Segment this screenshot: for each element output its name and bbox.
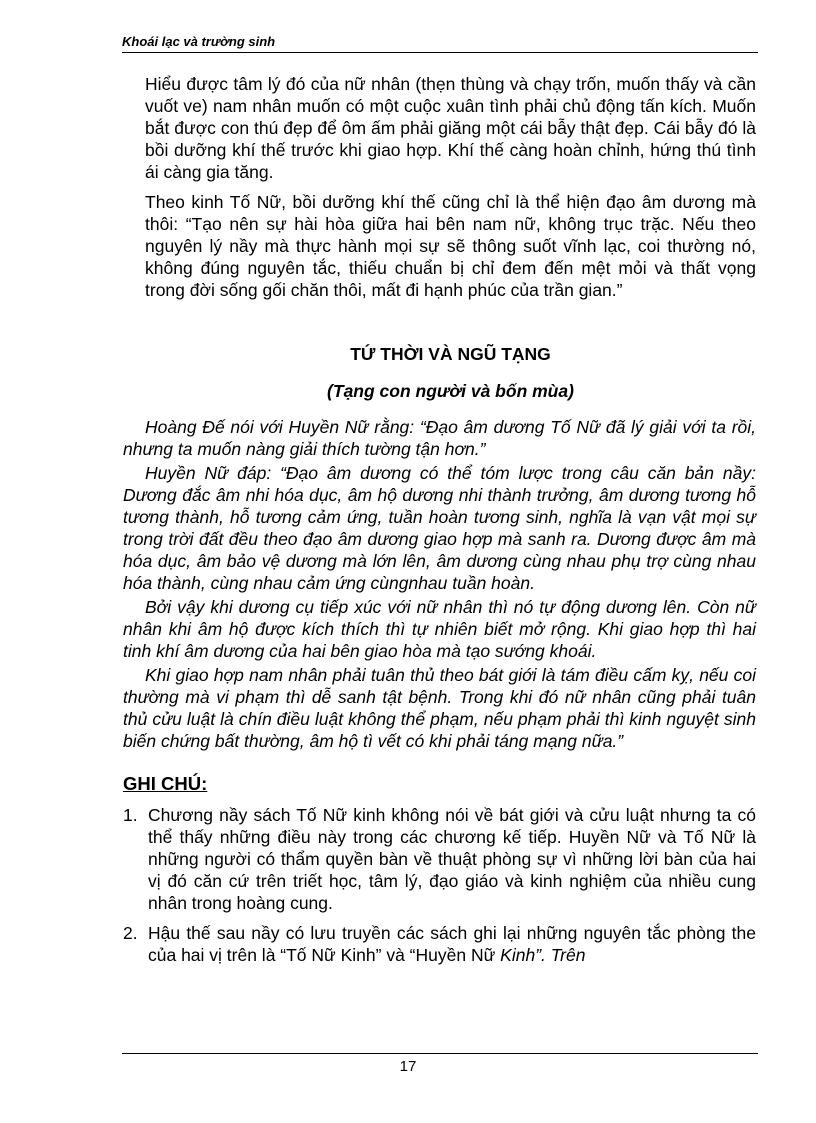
note-number: 2.: [123, 923, 138, 943]
note-text-italic: Kinh”. Trên: [500, 945, 586, 965]
note-text-regular: Hậu thế sau nầy có lưu truyền các sách ghi lại những nguyên tắc phòng the của hai vị trên là “Tố Nữ Kinh” và “Huyền Nữ: [148, 923, 756, 965]
page-body: [123, 73, 756, 974]
note-item: [123, 804, 756, 914]
intro-paragraph-2: Theo kinh Tố Nữ, bồi dưỡng khí thế cũng chỉ là thể hiện đạo âm dương mà thôi: “Tạo nên sự hài hòa giữa hai bên nam nữ, không trục trặc. Nếu theo nguyên lý nầy mà thực hành mọi sự sẽ thông suốt vĩnh lạc, coi thường nó, không đúng nguyên tắc, thiếu chuẩn bị chỉ đem đến mệt mỏi và thất vọng trong đời sống gối chăn thôi, mất đi hạnh phúc của trần gian.”: [145, 192, 756, 300]
notes-heading: GHI CHÚ:: [123, 773, 208, 794]
page-number: 17: [399, 1058, 417, 1075]
note-text: Chương nầy sách Tố Nữ kinh không nói về bát giới và cửu luật nhưng ta có thể thấy những điều này trong các chương kế tiếp. Huyền Nữ và Tố Nữ là những người có thẩm quyền bàn về thuật phòng sự vì những lời bàn của hai vị đó căn cứ trên triết học, tâm lý, đạo giáo và kinh nghiệm của nhiều cung nhân trong hoàng cung.: [148, 805, 756, 913]
section-title: TỨ THỜI VÀ NGŨ TẠNG: [350, 344, 551, 364]
footer-divider: [122, 1053, 758, 1054]
notes-list: [123, 804, 756, 966]
dialogue-paragraph-2: Huyền Nữ đáp: “Đạo âm dương có thể tóm lược trong câu căn bản nầy: Dương đắc âm nhi hóa dục, âm hộ dương nhi thành trưởng, âm dương tương hỗ tương thành, hỗ tương cảm ứng, tuần hoàn tương sinh, nghĩa là vạn vật mọi sự trong trời đất đều theo đạo âm dương giao hợp mà sanh ra. Dương được âm mà hóa dục, âm bảo vệ dương mà lớn lên, âm dương cùng nhau phụ trợ cùng nhau hóa thành, cùng nhau cảm ứng cùngnhau tuần hoàn.: [123, 463, 756, 593]
note-item: [123, 922, 756, 966]
dialogue-paragraph-1: Hoàng Đế nói với Huyền Nữ rằng: “Đạo âm dương Tố Nữ đã lý giải với ta rồi, nhưng ta muốn nàng giải thích tường tận hơn.”: [123, 417, 756, 459]
note-text: [148, 922, 756, 966]
dialogue-paragraph-4: Khi giao hợp nam nhân phải tuân thủ theo bát giới là tám điều cấm kỵ, nếu coi thường mà vi phạm thì dễ sanh tật bệnh. Trong khi đó nữ nhân cũng phải tuân thủ cửu luật là chín điều luật không thể phạm, nếu phạm phải thì kinh nguyệt sinh biến chứng bất thường, âm hộ tì vết có khi phải táng mạng nữa.”: [123, 665, 756, 751]
dialogue-paragraph-3: Bởi vậy khi dương cụ tiếp xúc với nữ nhân thì nó tự động dương lên. Còn nữ nhân khi âm hộ được kích thích thì tự nhiên biết mở rộng. Khi giao hợp thì hai tinh khí âm dương của hai bên giao hòa mà tạo sướng khoái.: [123, 597, 756, 661]
section-subtitle: (Tạng con người và bốn mùa): [327, 381, 574, 401]
running-header-title: Khoái lạc và trường sinh: [122, 34, 276, 49]
note-number: 1.: [123, 805, 138, 825]
intro-paragraph-1: Hiểu được tâm lý đó của nữ nhân (thẹn thùng và chạy trốn, muốn thấy và cần vuốt ve) nam nhân muốn có một cuộc xuân tình phải chủ động tấn kích. Muốn bắt được con thú đẹp để ôm ấm phải giăng một cái bẫy thật đẹp. Cái bẫy đó là bồi dưỡng khí thế trước khi giao hợp. Khí thế càng hoàn chỉnh, hứng thú tình ái càng gia tăng.: [145, 74, 756, 182]
header-divider: [122, 52, 758, 53]
